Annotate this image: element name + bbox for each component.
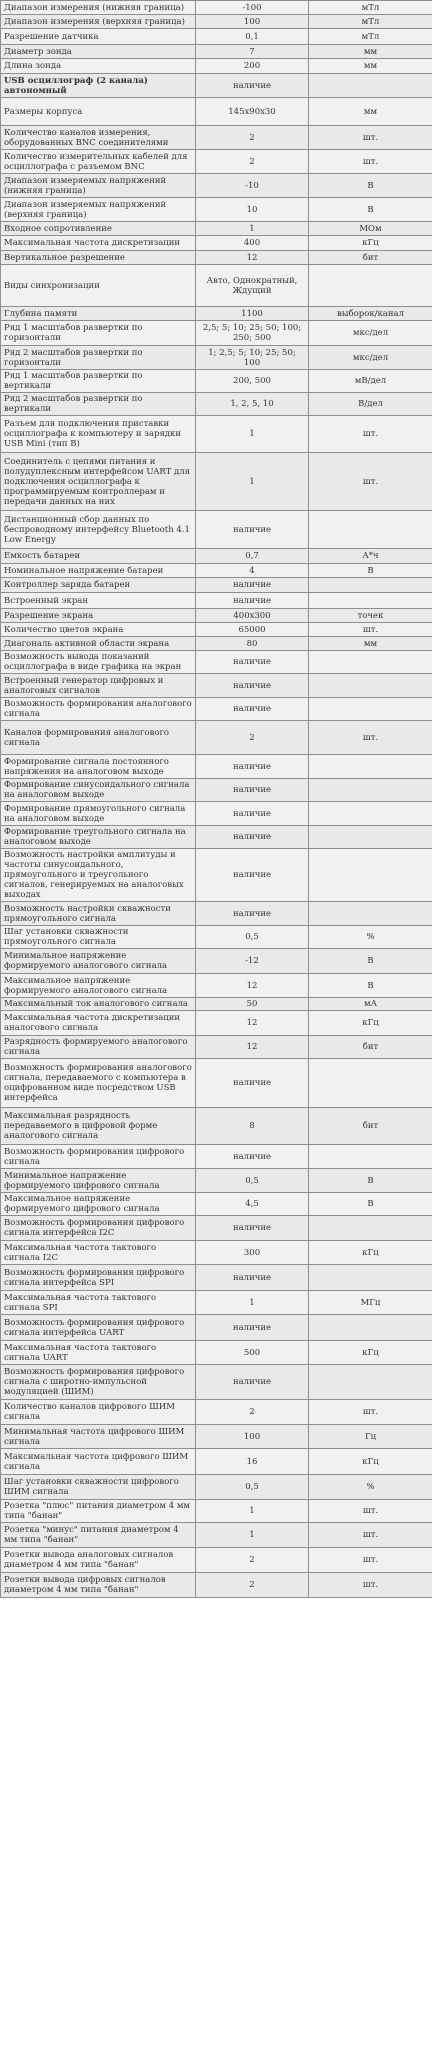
parameter-unit-cell	[309, 802, 432, 826]
parameter-value-cell: наличие	[196, 1315, 309, 1341]
parameter-value-cell: наличие	[196, 578, 309, 593]
parameter-name-cell: Шаг установки скважности цифрового ШИМ сигнала	[1, 1475, 196, 1500]
parameter-unit-cell	[309, 1365, 432, 1400]
table-row	[1, 779, 432, 802]
table-row	[1, 1291, 432, 1315]
parameter-unit-cell: точек	[309, 609, 432, 623]
parameter-name-cell: Максимальная частота тактового сигнала SPI	[1, 1291, 196, 1315]
parameter-name-cell: Количество каналов цифрового ШИМ сигнала	[1, 1400, 196, 1425]
table-row	[1, 198, 432, 222]
parameter-value-cell: -12	[196, 949, 309, 974]
parameter-value-cell: 1; 2,5; 5; 10; 25; 50; 100	[196, 346, 309, 370]
parameter-name-cell: Возможность формирования аналогового сигнала, передаваемого с компьютера в оцифрованном виде посредством USB интерфейса	[1, 1059, 196, 1108]
table-row	[1, 126, 432, 150]
parameter-unit-cell: мТл	[309, 1, 432, 15]
parameter-name-cell: Максимальное напряжение формируемого аналогового сигнала	[1, 974, 196, 998]
parameter-name-cell: Возможность формирования цифрового сигнала интерфейса SPI	[1, 1265, 196, 1291]
parameter-value-cell: наличие	[196, 651, 309, 674]
parameter-value-cell: 2	[196, 721, 309, 755]
parameter-value-cell: 12	[196, 1036, 309, 1059]
parameter-name-cell: Входное сопротивление	[1, 222, 196, 236]
parameter-unit-cell: бит	[309, 251, 432, 265]
table-row	[1, 29, 432, 45]
parameter-name-cell: Максимальная частота цифрового ШИМ сигнала	[1, 1449, 196, 1475]
parameter-name-cell: Формирование прямоугольного сигнала на аналоговом выходе	[1, 802, 196, 826]
parameter-name-cell: Розетка "минус" питания диаметром 4 мм типа "банан"	[1, 1523, 196, 1548]
parameter-name-cell: Минимальное напряжение формируемого цифрового сигнала	[1, 1169, 196, 1193]
table-row	[1, 926, 432, 949]
parameter-value-cell: 65000	[196, 623, 309, 637]
parameter-name-cell: Номинальное напряжение батареи	[1, 564, 196, 578]
parameter-name-cell: Ряд 1 масштабов развертки по вертикали	[1, 370, 196, 393]
parameter-unit-cell: кГц	[309, 1449, 432, 1475]
parameter-name-cell: Встроенный генератор цифровых и аналоговых сигналов	[1, 674, 196, 698]
parameter-unit-cell: МОм	[309, 222, 432, 236]
parameter-value-cell: наличие	[196, 511, 309, 549]
table-row	[1, 1315, 432, 1341]
parameter-name-cell: Минимальное напряжение формируемого аналогового сигнала	[1, 949, 196, 974]
parameter-unit-cell: %	[309, 1475, 432, 1500]
table-row	[1, 1059, 432, 1108]
parameter-name-cell: Разъем для подключения приставки осциллографа к компьютеру и зарядки USB Mini (тип B)	[1, 416, 196, 453]
parameter-name-cell: Возможность формирования аналогового сигнала	[1, 698, 196, 721]
parameter-unit-cell: В	[309, 974, 432, 998]
table-row	[1, 637, 432, 651]
parameter-value-cell: 2	[196, 1400, 309, 1425]
parameter-name-cell: Ряд 2 масштабов развертки по вертикали	[1, 393, 196, 416]
table-row	[1, 1145, 432, 1169]
parameter-name-cell: Глубина памяти	[1, 307, 196, 321]
parameter-name-cell: Возможность формирования цифрового сигнала интерфейса UART	[1, 1315, 196, 1341]
parameter-name-cell: Разрешение датчика	[1, 29, 196, 45]
table-row	[1, 802, 432, 826]
parameter-unit-cell: мТл	[309, 15, 432, 29]
parameter-unit-cell	[309, 849, 432, 902]
parameter-name-cell: Возможность формирования цифрового сигнала	[1, 1145, 196, 1169]
parameter-unit-cell: мкс/дел	[309, 321, 432, 346]
parameter-value-cell: наличие	[196, 802, 309, 826]
parameter-unit-cell	[309, 902, 432, 926]
parameter-name-cell: Диапазон измеряемых напряжений (верхняя граница)	[1, 198, 196, 222]
parameter-value-cell: 0,5	[196, 1475, 309, 1500]
parameter-value-cell: 10	[196, 198, 309, 222]
parameter-unit-cell	[309, 1145, 432, 1169]
parameter-name-cell: Формирование синусоидального сигнала на аналоговом выходе	[1, 779, 196, 802]
parameter-value-cell: 1, 2, 5, 10	[196, 393, 309, 416]
parameter-value-cell: наличие	[196, 755, 309, 779]
parameter-value-cell: 50	[196, 998, 309, 1011]
parameter-unit-cell	[309, 511, 432, 549]
table-row	[1, 251, 432, 265]
parameter-value-cell: 80	[196, 637, 309, 651]
parameter-name-cell: Встроенный экран	[1, 593, 196, 609]
parameter-value-cell: 100	[196, 1425, 309, 1449]
parameter-value-cell: наличие	[196, 1265, 309, 1291]
table-row	[1, 1523, 432, 1548]
table-row	[1, 265, 432, 307]
table-row	[1, 150, 432, 174]
parameter-value-cell: 200, 500	[196, 370, 309, 393]
parameter-unit-cell	[309, 674, 432, 698]
parameter-unit-cell: В	[309, 949, 432, 974]
parameter-unit-cell: кГц	[309, 1011, 432, 1036]
parameter-value-cell: 0,5	[196, 926, 309, 949]
parameter-name-cell: Розетки вывода аналоговых сигналов диаметром 4 мм типа "банан"	[1, 1548, 196, 1573]
parameter-name-cell: Формирование сигнала постоянного напряжения на аналоговом выходе	[1, 755, 196, 779]
table-row	[1, 593, 432, 609]
parameter-name-cell: Возможность настройки амплитуды и частоты синусоидального, прямоугольного и треугольного сигналов, генерируемых на аналоговых выходах	[1, 849, 196, 902]
table-row	[1, 826, 432, 849]
parameter-name-cell: Длина зонда	[1, 59, 196, 74]
table-row	[1, 974, 432, 998]
table-row	[1, 1449, 432, 1475]
parameter-unit-cell: шт.	[309, 1400, 432, 1425]
table-row	[1, 174, 432, 198]
parameter-unit-cell: шт.	[309, 416, 432, 453]
table-row	[1, 74, 432, 98]
parameter-value-cell: наличие	[196, 779, 309, 802]
parameter-value-cell: наличие	[196, 1216, 309, 1241]
table-row	[1, 222, 432, 236]
table-row	[1, 1011, 432, 1036]
parameter-unit-cell: В	[309, 1193, 432, 1216]
parameter-unit-cell: А*ч	[309, 549, 432, 564]
parameter-value-cell: наличие	[196, 849, 309, 902]
parameter-name-cell: Максимальная частота тактового сигнала UART	[1, 1341, 196, 1365]
table-row	[1, 1265, 432, 1291]
parameter-value-cell: 2	[196, 150, 309, 174]
parameter-unit-cell	[309, 578, 432, 593]
parameter-value-cell: 0,7	[196, 549, 309, 564]
parameter-unit-cell: выборок/канал	[309, 307, 432, 321]
parameter-unit-cell: шт.	[309, 1500, 432, 1523]
parameter-name-cell: Каналов формирования аналогового сигнала	[1, 721, 196, 755]
table-row	[1, 393, 432, 416]
table-row	[1, 1341, 432, 1365]
parameter-name-cell: Диаметр зонда	[1, 45, 196, 59]
table-row	[1, 1, 432, 15]
table-row	[1, 416, 432, 453]
parameter-name-cell: Количество каналов измерения, оборудованных BNC соединителями	[1, 126, 196, 150]
table-row	[1, 721, 432, 755]
parameter-name-cell: Ряд 1 масштабов развертки по горизонтали	[1, 321, 196, 346]
parameter-unit-cell	[309, 755, 432, 779]
parameter-unit-cell: кГц	[309, 1241, 432, 1265]
parameter-name-cell: Ряд 2 масштабов развертки по горизонтали	[1, 346, 196, 370]
parameter-unit-cell: бит	[309, 1036, 432, 1059]
parameter-unit-cell: шт.	[309, 1523, 432, 1548]
table-row	[1, 45, 432, 59]
table-row	[1, 1475, 432, 1500]
table-row	[1, 623, 432, 637]
parameter-unit-cell: Гц	[309, 1425, 432, 1449]
parameter-unit-cell: мВ/дел	[309, 370, 432, 393]
parameter-unit-cell: %	[309, 926, 432, 949]
parameter-value-cell: -100	[196, 1, 309, 15]
parameter-unit-cell: мм	[309, 98, 432, 126]
parameter-value-cell: 0,5	[196, 1169, 309, 1193]
table-row	[1, 549, 432, 564]
parameter-unit-cell	[309, 826, 432, 849]
table-row	[1, 1241, 432, 1265]
table-row	[1, 1573, 432, 1598]
parameter-value-cell: 1100	[196, 307, 309, 321]
parameter-name-cell: Диапазон измеряемых напряжений (нижняя граница)	[1, 174, 196, 198]
parameter-unit-cell: В	[309, 174, 432, 198]
parameter-value-cell: 4	[196, 564, 309, 578]
parameter-value-cell: 1	[196, 222, 309, 236]
table-row	[1, 98, 432, 126]
parameter-unit-cell	[309, 265, 432, 307]
parameter-name-cell: Розетка "плюс" питания диаметром 4 мм типа "банан"	[1, 1500, 196, 1523]
parameter-name-cell: Возможность настройки скважности прямоугольного сигнала	[1, 902, 196, 926]
table-row	[1, 651, 432, 674]
table-row	[1, 1193, 432, 1216]
parameter-value-cell: наличие	[196, 826, 309, 849]
parameter-unit-cell: кГц	[309, 1341, 432, 1365]
table-row	[1, 902, 432, 926]
parameter-value-cell: 16	[196, 1449, 309, 1475]
parameter-unit-cell: В	[309, 1169, 432, 1193]
parameter-unit-cell	[309, 1059, 432, 1108]
parameter-unit-cell	[309, 593, 432, 609]
parameter-unit-cell: кГц	[309, 236, 432, 251]
parameter-value-cell: 2,5; 5; 10; 25; 50; 100; 250; 500	[196, 321, 309, 346]
parameter-value-cell: 12	[196, 1011, 309, 1036]
parameter-name-cell: Минимальная частота цифрового ШИМ сигнала	[1, 1425, 196, 1449]
parameter-value-cell: 500	[196, 1341, 309, 1365]
parameter-name-cell: Максимальный ток аналогового сигнала	[1, 998, 196, 1011]
table-row	[1, 1500, 432, 1523]
table-row	[1, 755, 432, 779]
parameter-unit-cell: шт.	[309, 721, 432, 755]
parameter-value-cell: 200	[196, 59, 309, 74]
table-row	[1, 564, 432, 578]
parameter-unit-cell: В	[309, 198, 432, 222]
parameter-unit-cell: мА	[309, 998, 432, 1011]
parameter-unit-cell: шт.	[309, 126, 432, 150]
table-row	[1, 578, 432, 593]
parameter-unit-cell: мТл	[309, 29, 432, 45]
parameter-name-cell: Максимальное напряжение формируемого цифрового сигнала	[1, 1193, 196, 1216]
parameter-name-cell: Диагональ активной области экрана	[1, 637, 196, 651]
table-row	[1, 674, 432, 698]
table-row	[1, 849, 432, 902]
parameter-name-cell: Разрядность формируемого аналогового сигнала	[1, 1036, 196, 1059]
parameter-name-cell: Максимальная частота тактового сигнала I2C	[1, 1241, 196, 1265]
parameter-value-cell: наличие	[196, 1145, 309, 1169]
parameter-unit-cell	[309, 779, 432, 802]
parameter-unit-cell: шт.	[309, 1548, 432, 1573]
parameter-value-cell: 1	[196, 453, 309, 511]
parameter-value-cell: 100	[196, 15, 309, 29]
parameter-value-cell: 2	[196, 1548, 309, 1573]
parameter-value-cell: 2	[196, 1573, 309, 1598]
parameter-value-cell: наличие	[196, 698, 309, 721]
parameter-unit-cell: мкс/дел	[309, 346, 432, 370]
parameter-name-cell: Розетки вывода цифровых сигналов диаметром 4 мм типа "банан"	[1, 1573, 196, 1598]
parameter-value-cell: наличие	[196, 593, 309, 609]
parameter-name-cell: Формирование треугольного сигнала на аналоговом выходе	[1, 826, 196, 849]
parameter-name-cell: Возможность формирования цифрового сигнала с широтно-импульсной модуляцией (ШИМ)	[1, 1365, 196, 1400]
parameter-name-cell: Дистанционный сбор данных по беспроводному интерфейсу Bluetooth 4.1 Low Energy	[1, 511, 196, 549]
parameter-unit-cell	[309, 1265, 432, 1291]
parameter-value-cell: 8	[196, 1108, 309, 1145]
parameter-name-cell: Контроллер заряда батареи	[1, 578, 196, 593]
parameter-name-cell: Виды синхронизации	[1, 265, 196, 307]
parameter-value-cell: 4,5	[196, 1193, 309, 1216]
parameter-value-cell: наличие	[196, 1365, 309, 1400]
table-row	[1, 1216, 432, 1241]
parameter-unit-cell: шт.	[309, 453, 432, 511]
parameter-value-cell: 300	[196, 1241, 309, 1265]
parameter-name-cell: Максимальная частота дискретизации аналогового сигнала	[1, 1011, 196, 1036]
table-row	[1, 998, 432, 1011]
parameter-value-cell: 12	[196, 974, 309, 998]
parameter-value-cell: наличие	[196, 74, 309, 98]
table-row	[1, 1108, 432, 1145]
parameter-name-cell: Разрешение экрана	[1, 609, 196, 623]
parameter-unit-cell: мм	[309, 59, 432, 74]
table-row	[1, 15, 432, 29]
parameter-value-cell: 1	[196, 1500, 309, 1523]
parameter-name-cell: Соединитель с цепями питания и полудуплексным интерфейсом UART для подключения осциллографа к программируемым контроллерам и передачи данных на них	[1, 453, 196, 511]
parameter-name-cell: USB осциллограф (2 канала) автономный	[1, 74, 196, 98]
table-row	[1, 609, 432, 623]
parameter-value-cell: наличие	[196, 902, 309, 926]
parameter-name-cell: Возможность вывода показаний осциллографа в виде графика на экран	[1, 651, 196, 674]
table-row	[1, 307, 432, 321]
parameter-unit-cell: шт.	[309, 623, 432, 637]
table-row	[1, 236, 432, 251]
parameter-unit-cell: В	[309, 564, 432, 578]
table-row	[1, 949, 432, 974]
parameter-value-cell: 1	[196, 416, 309, 453]
parameter-unit-cell: шт.	[309, 150, 432, 174]
parameter-value-cell: наличие	[196, 1059, 309, 1108]
table-row	[1, 321, 432, 346]
parameter-unit-cell: МГц	[309, 1291, 432, 1315]
table-row	[1, 511, 432, 549]
parameter-value-cell: 1	[196, 1291, 309, 1315]
parameter-value-cell: 400x300	[196, 609, 309, 623]
parameter-value-cell: 2	[196, 126, 309, 150]
parameter-value-cell: 12	[196, 251, 309, 265]
parameter-value-cell: Авто, Однократный, Ждущий	[196, 265, 309, 307]
parameter-name-cell: Диапазон измерения (верхняя граница)	[1, 15, 196, 29]
parameter-unit-cell: мм	[309, 45, 432, 59]
table-row	[1, 1169, 432, 1193]
table-row	[1, 59, 432, 74]
table-row	[1, 370, 432, 393]
parameter-unit-cell: мм	[309, 637, 432, 651]
parameter-unit-cell	[309, 1216, 432, 1241]
parameter-name-cell: Максимальная частота дискретизации	[1, 236, 196, 251]
table-row	[1, 1548, 432, 1573]
table-row	[1, 698, 432, 721]
parameter-name-cell: Максимальная разрядность передаваемого в цифровой форме аналогового сигнала	[1, 1108, 196, 1145]
parameter-value-cell: 400	[196, 236, 309, 251]
parameter-unit-cell: бит	[309, 1108, 432, 1145]
table-row	[1, 346, 432, 370]
parameter-value-cell: наличие	[196, 674, 309, 698]
parameter-name-cell: Шаг установки скважности прямоугольного сигнала	[1, 926, 196, 949]
specifications-table-body	[1, 1, 432, 1598]
parameter-unit-cell: В/дел	[309, 393, 432, 416]
parameter-unit-cell	[309, 651, 432, 674]
parameter-name-cell: Количество измерительных кабелей для осциллографа с разъемом BNC	[1, 150, 196, 174]
parameter-unit-cell	[309, 74, 432, 98]
table-row	[1, 1365, 432, 1400]
parameter-name-cell: Емкость батареи	[1, 549, 196, 564]
table-row	[1, 1425, 432, 1449]
parameter-name-cell: Диапазон измерения (нижняя граница)	[1, 1, 196, 15]
parameter-unit-cell	[309, 1315, 432, 1341]
parameter-value-cell: 1	[196, 1523, 309, 1548]
parameter-name-cell: Размеры корпуса	[1, 98, 196, 126]
parameter-value-cell: 145x90x30	[196, 98, 309, 126]
parameter-value-cell: -10	[196, 174, 309, 198]
parameter-name-cell: Количество цветов экрана	[1, 623, 196, 637]
parameter-unit-cell: шт.	[309, 1573, 432, 1598]
parameter-name-cell: Вертикальное разрешение	[1, 251, 196, 265]
parameter-name-cell: Возможность формирования цифрового сигнала интерфейса I2C	[1, 1216, 196, 1241]
table-row	[1, 453, 432, 511]
parameter-value-cell: 7	[196, 45, 309, 59]
table-row	[1, 1036, 432, 1059]
parameter-unit-cell	[309, 698, 432, 721]
table-row	[1, 1400, 432, 1425]
parameter-value-cell: 0,1	[196, 29, 309, 45]
